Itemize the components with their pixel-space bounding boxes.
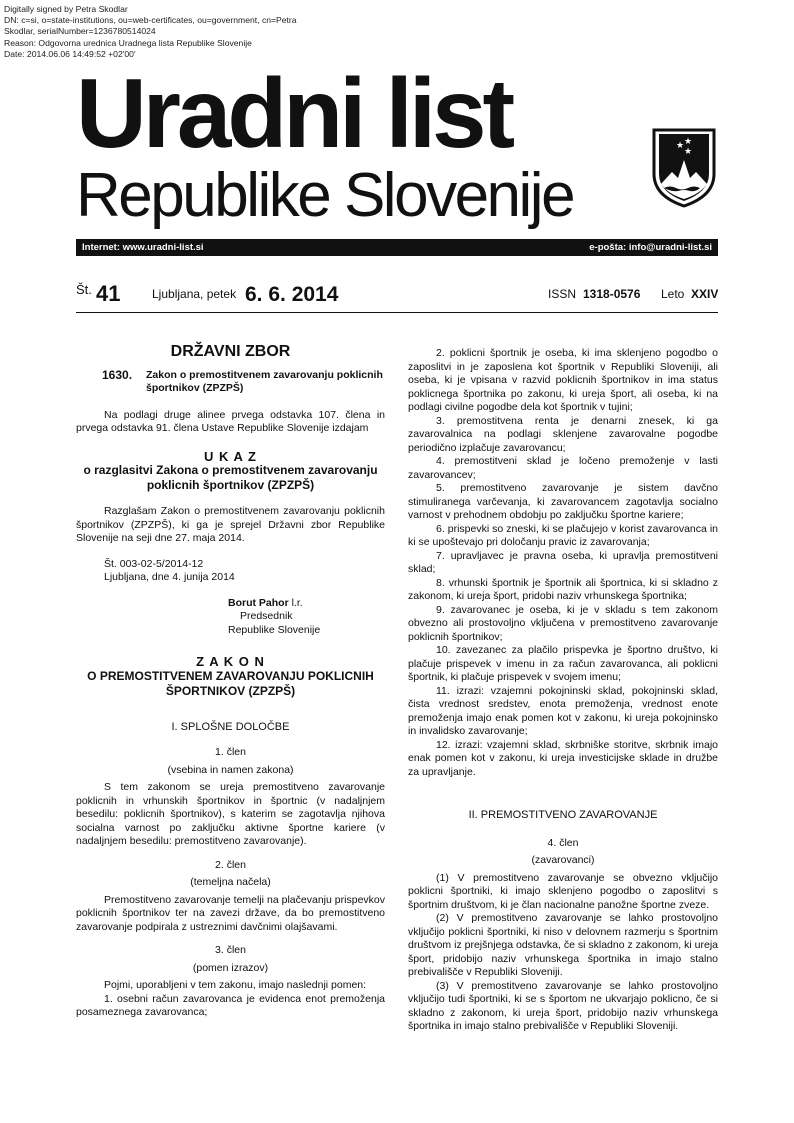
section-heading: DRŽAVNI ZBOR (170, 343, 291, 360)
signature-line: Skodlar, serialNumber=1236780514024 (4, 26, 156, 37)
definition-item: 10. zavezanec za plačilo prispevka je športno društvo, ki plačuje prispevek v imenu in za račun zavarovanca, ali poklicni športnik, ki plačuje prispevek v svojem imenu; (408, 644, 718, 683)
reference-date: Ljubljana, dne 4. junija 2014 (104, 571, 235, 583)
issn-label: ISSN (548, 287, 577, 301)
signature-line: Reason: Odgovorna urednica Uradnega lista Republike Slovenije (4, 37, 252, 48)
article-heading: 2. člen (215, 858, 246, 871)
issn-value: 1318-0576 (583, 287, 641, 301)
masthead-subtitle: Republike Slovenije (76, 161, 574, 230)
internet-link[interactable]: Internet: www.uradni-list.si (82, 242, 204, 253)
definition-item: 2. poklicni športnik je oseba, ki ima sklenjeno pogodbo o zaposlitvi in je zaposlena kot športnik v Republiki Sloveniji, ali oseba, ki je vpisana v razvid poklicnih športnikov in ima status poklicnega športnika po zakonu, ki ureja šport, ali oseba, ki na podlagi civilne pogodbe dela kot športnik v tujini; (408, 347, 718, 413)
act-number: 1630. (102, 367, 133, 382)
article-title: (zavarovanci) (531, 854, 595, 866)
ukaz-heading: U K A Z (204, 448, 257, 464)
article-heading: 3. člen (215, 944, 246, 956)
issue-number: 41 (96, 281, 121, 306)
signer-organization: Republike Slovenije (228, 623, 321, 636)
definition-item: 8. vrhunski športnik je športnik ali športnica, ki si skladno z zakonom, ki ureja šport, pridobi naziv vrhunskega športnika; (408, 576, 718, 602)
svg-text:★: ★ (676, 141, 685, 151)
reference-number: Št. 003-02-5/2014-12 (104, 557, 204, 570)
signer-role: Predsednik (240, 610, 293, 622)
article-paragraph: Pojmi, uporabljeni v tem zakonu, imajo naslednji pomen: (104, 979, 367, 991)
definition-item: 12. izrazi: vzajemni sklad, skrbniške storitve, skrbnik imajo enak pomen kot v zakonu, ki ureja investicijske sklade in družbe za upravljanje. (408, 738, 718, 778)
article-paragraph: Premostitveno zavarovanje temelji na plačevanju prispevkov poklicnih športnikov ter na zavezi države, da bo premostitveno zavarovanje podpirala z ustreznimi davčnimi olajšavami. (76, 893, 385, 933)
law-heading: Z A K O N (196, 654, 265, 669)
article-paragraph: (1) V premostitveno zavarovanje se obvezno vključijo poklicni športniki, ki imajo sklenjeno pogodbo o zaposlitvi s športnim društvom, ki je član nacionalne panožne športne zveze. (408, 871, 718, 911)
article-heading: 4. člen (547, 836, 579, 849)
signature-line: Date: 2014.06.06 14:49:52 +02'00' (4, 48, 136, 59)
chapter-heading: I. SPLOŠNE DOLOČBE (171, 720, 290, 733)
svg-text:★: ★ (684, 147, 693, 157)
ukaz-subtitle: o razglasitvi Zakona o premostitvenem zavarovanju poklicnih športnikov (ZPZPŠ) (83, 463, 378, 492)
definition-item: 11. izrazi: vzajemni pokojninski sklad, pokojninski sklad, čista vrednost sredstev, enota premoženja, vrednost enote premoženja imajo enak pomen kot v zakonu, ki ureja pokojninsko in invalidsko zavarovanje; (408, 684, 718, 737)
issue-date: 6. 6. 2014 (245, 283, 339, 306)
article-paragraph: (2) V premostitveno zavarovanje se lahko prostovoljno vključijo poklicni športniki, ki niso v delovnem razmerju s športnim društvom iz prejšnjega odstavka, če si skladno z zakonom, ki ureja šport, pridobijo naziv vrhunskega športnika in imajo stalno prebivališče v Republiki Sloveniji. (408, 912, 718, 978)
definition-item: 6. prispevki so zneski, ki se plačujejo v korist zavarovanca in ki se upoštevajo pri določanju pravic iz zavarovanja; (408, 522, 718, 548)
masthead-title: Uradni list (76, 58, 512, 168)
act-heading (76, 369, 385, 395)
article-title: (vsebina in namen zakona) (167, 763, 294, 776)
issue-label: Št. (76, 282, 92, 297)
law-subtitle: O PREMOSTITVENEM ZAVAROVANJU POKLICNIH ŠPORTNIKOV (ZPZPŠ) (87, 668, 374, 698)
slovenian-coat-of-arms-icon (650, 128, 718, 208)
email-link[interactable]: e-pošta: info@uradni-list.si (589, 242, 712, 253)
left-column (76, 345, 385, 1020)
definition-item: 9. zavarovanec je oseba, ki je v skladu s tem zakonom obvezno ali prostovoljno vključena v premostitveno zavarovanje poklicnih športnikov; (408, 603, 718, 643)
proclamation-paragraph: Razglašam Zakon o premostitvenem zavarovanju poklicnih športnikov (ZPZPŠ), ki ga je sprejel Državni zbor Republike Slovenije na seji dne 27. maja 2014. (76, 505, 385, 544)
masthead-contact-bar (76, 239, 718, 256)
definition-item: 3. premostitvena renta je denarni znesek, ki ga zavarovalnica na podlagi sklenjene zavarovalne pogodbe periodično izplačuje zavarovancu; (408, 414, 718, 454)
article-paragraph: (3) V premostitveno zavarovanje se lahko prostovoljno vključijo tudi športniki, ki se s športom ne ukvarjajo poklicno, če si skladno z zakonom, ki ureja šport, pridobijo naziv vrhunskega športnika in imajo stalno prebivališče v Republiki Sloveniji. (408, 979, 718, 1032)
signature-block (76, 597, 385, 638)
definition-item: 7. upravljavec je pravna oseba, ki upravlja premostitveni sklad; (408, 549, 718, 575)
issue-place: Ljubljana, petek (152, 287, 237, 301)
article-title: (temeljna načela) (190, 876, 271, 888)
volume-label: Leto (661, 287, 685, 301)
right-column (408, 347, 718, 1034)
digital-signature (4, 4, 297, 60)
chapter-heading: II. PREMOSTITVENO ZAVAROVANJE (468, 809, 658, 821)
act-title: Zakon o premostitvenem zavarovanju poklicnih športnikov (ZPZPŠ) (146, 368, 383, 394)
signer-name: Borut Pahor (228, 596, 289, 609)
header-divider (76, 312, 718, 313)
definition-item: 4. premostitveni sklad je ločeno premoženje v lasti zavarovancev; (408, 455, 718, 481)
volume-value: XXIV (691, 287, 719, 301)
intro-paragraph: Na podlagi druge alinee prvega odstavka 107. člena in prvega odstavka 91. člena Ustave Republike Slovenije izdajam (76, 408, 385, 434)
article-title: (pomen izrazov) (192, 961, 269, 974)
signature-line: DN: c=si, o=state-institutions, ou=web-certificates, ou=government, cn=Petra (4, 15, 297, 26)
definition-item: 1. osebni račun zavarovanca je evidenca enot premoženja posameznega zavarovanca; (76, 992, 385, 1018)
svg-text:★: ★ (684, 137, 693, 147)
signer-lr: l.r. (288, 596, 303, 609)
article-heading: 1. člen (215, 746, 246, 758)
article-paragraph: S tem zakonom se ureja premostitveno zavarovanje poklicnih in vrhunskih športnikov in športnic (v nadaljnjem besedilu: poklicnih športnikov), s katerim se zagotavlja njihova socialna varnost po zaključku aktivne športne kariere (v nadaljnjem besedilu: premostitveno zavarovanje). (76, 781, 385, 847)
signature-line: Digitally signed by Petra Skodlar (4, 4, 128, 14)
definition-item: 5. premostitveno zavarovanje je sistem davčno stimuliranega varčevanja, ki zavarovancem zagotavlja socialno varnost v prehodnem obdobju po zaključku športne kariere; (408, 482, 718, 521)
